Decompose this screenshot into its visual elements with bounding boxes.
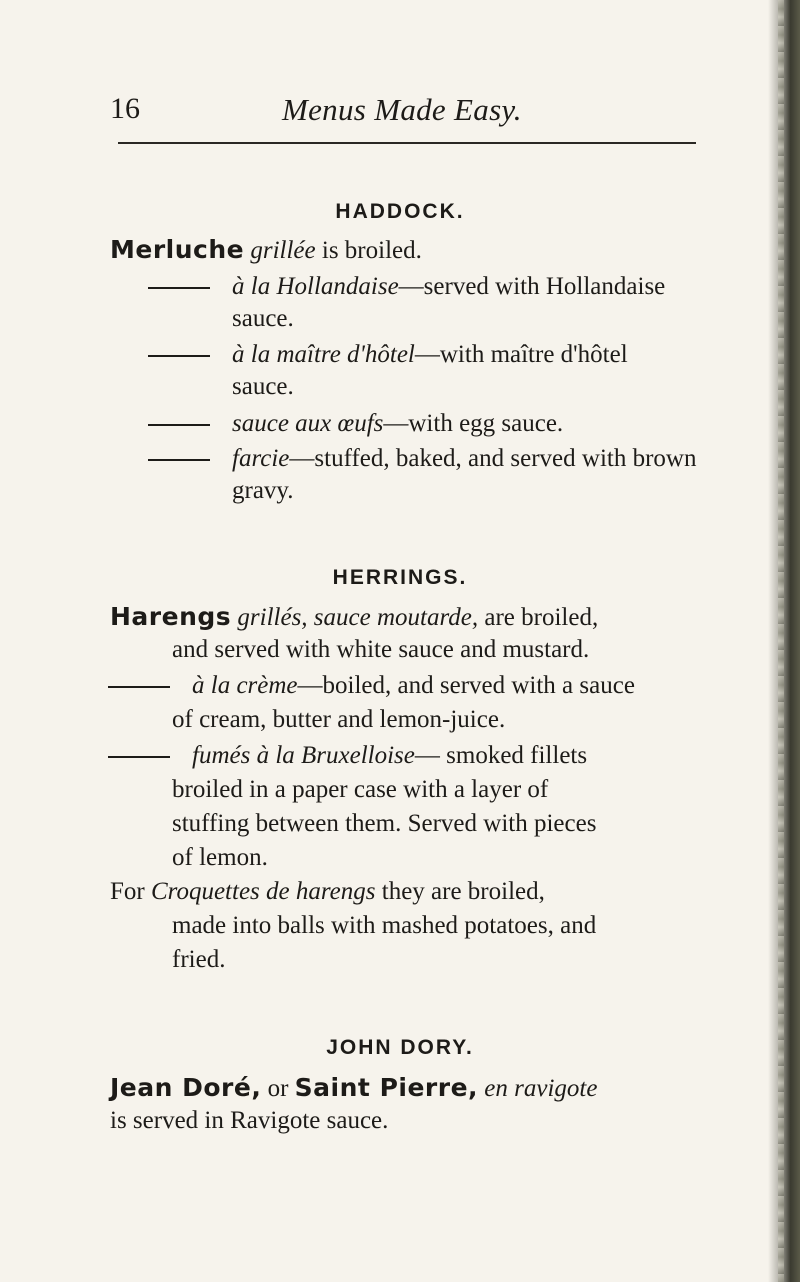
entry-connector: or [267, 1075, 289, 1102]
entry-dish-name: à la Hollandaise [232, 273, 399, 300]
entry-continuation: is served in Ravigote sauce. [110, 1107, 389, 1134]
entry-continuation: of lemon. [172, 844, 268, 871]
entry-description: —with maître d'hôtel [414, 341, 628, 368]
entry-maitre-d-hotel [148, 341, 628, 369]
entry-sauce-aux-oeufs [148, 410, 563, 438]
ditto-dash [108, 686, 170, 688]
entry-continuation: made into balls with mashed potatoes, and [172, 912, 597, 939]
ditto-dash [108, 756, 170, 758]
header-rule [118, 142, 696, 144]
entry-continuation: stuffing between them. Served with pieces [172, 810, 597, 837]
page-header [110, 92, 750, 132]
entry-dish-name: grillés, sauce moutarde, [237, 604, 479, 631]
entry-description: — smoked fillets [414, 742, 588, 769]
section-heading-john-dory: JOHN DORY. [326, 1036, 474, 1059]
page-edge-shadow [768, 0, 800, 1282]
entry-dish-name: en ravigote [484, 1075, 598, 1102]
entry-merluche-grillee [110, 235, 422, 265]
entry-continuation: sauce. [232, 373, 294, 400]
entry-description: are broiled, [484, 604, 599, 631]
entry-description: they are broiled, [381, 878, 545, 905]
entry-hollandaise [148, 273, 665, 301]
entry-description: —stuffed, baked, and served with brown [289, 445, 697, 472]
entry-description: —served with Hollandaise [398, 273, 666, 300]
page-number: 16 [110, 92, 140, 125]
ditto-dash [148, 355, 210, 357]
entry-description: —with egg sauce. [383, 410, 564, 437]
entry-lead: Jean Doré, [110, 1073, 262, 1102]
entry-farcie [148, 445, 696, 473]
entry-a-la-creme [108, 672, 635, 700]
entry-dish-name: Croquettes de harengs [150, 878, 376, 905]
entry-continuation: sauce. [232, 305, 294, 332]
entry-prefix: For [110, 878, 145, 905]
entry-description: is broiled. [321, 237, 422, 264]
entry-croquettes [110, 878, 545, 906]
ditto-dash [148, 459, 210, 461]
entry-lead: Merluche [110, 235, 245, 264]
entry-dish-name: à la maître d'hôtel [232, 341, 415, 368]
entry-continuation: of cream, butter and lemon-juice. [172, 706, 506, 733]
entry-harengs-grilles [110, 602, 598, 632]
ditto-dash [148, 287, 210, 289]
entry-dish-name: farcie [232, 445, 290, 472]
running-title: Menus Made Easy. [282, 92, 522, 127]
entry-continuation: and served with white sauce and mustard. [172, 636, 590, 663]
entry-dish-name: sauce aux œufs [232, 410, 384, 437]
entry-description: —boiled, and served with a sauce [297, 672, 635, 699]
entry-dish-name: à la crème [192, 672, 298, 699]
section-heading-haddock: HADDOCK. [335, 200, 465, 223]
entry-continuation: fried. [172, 946, 226, 973]
entry-lead-alt: Saint Pierre, [294, 1073, 479, 1102]
entry-fumes-bruxelloise [108, 742, 587, 770]
page-edge-texture [778, 0, 784, 1282]
entry-continuation: gravy. [232, 477, 294, 504]
entry-continuation: broiled in a paper case with a layer of [172, 776, 549, 803]
entry-dish-name: fumés à la Bruxelloise [192, 742, 415, 769]
entry-lead: Harengs [110, 602, 232, 631]
entry-jean-dore [110, 1073, 597, 1103]
ditto-dash [148, 424, 210, 426]
section-heading-herrings: HERRINGS. [332, 566, 468, 589]
entry-dish-name: grillée [250, 237, 316, 264]
